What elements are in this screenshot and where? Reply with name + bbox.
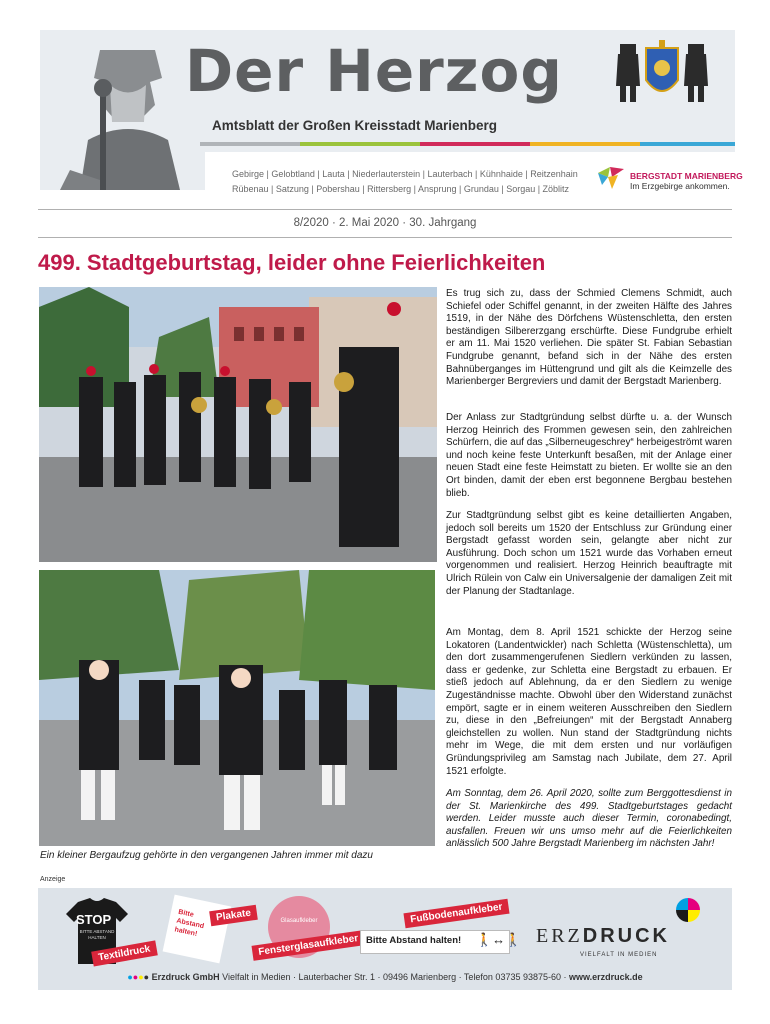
district-list [232, 167, 582, 197]
logo-name: BERGSTADT MARIENBERG [630, 171, 743, 181]
masthead-subtitle: Amtsblatt der Großen Kreisstadt Marienberg [212, 118, 498, 133]
ad-footer: ●●●● Erzdruck GmbH Vielfalt in Medien · Lauterbacher Str. 1 · 09496 Marienberg · Telefon 03735 93875-60 · www.erzdruck.de [127, 972, 643, 982]
fensterglas-badge: Fensterglasaufkleber [252, 930, 366, 961]
paragraph-text: Am Sonntag, dem 26. April 2020, sollte zum Berggottesdienst in der St. Marienkirche des 499. Stadtgeburtstages gedacht werden. Leider musste auch dieser Termin, coronabedingt, ausfallen. Freuen wir uns umso mehr auf die Feierlichkeiten anlässlich 500 Jahre Bergstadt Marienberg im nächsten Jahr! [446, 788, 732, 850]
erzdruck-logo [536, 925, 670, 948]
district-line-2: Rübenau | Satzung | Pobershau | Rittersberg | Ansprung | Grundau | Sorgau | Zöblitz [232, 184, 570, 194]
article-paragraph-5 [446, 788, 732, 851]
footer-address: Vielfalt in Medien · Lauterbacher Str. 1 · 09496 Marienberg · Telefon 03735 93875-60 · [222, 972, 569, 982]
district-line-1: Gebirge | Gelobtland | Lauta | Niederlauterstein | Lauterbach | Kühnhaide | Reitzenhain [232, 169, 578, 179]
article-paragraph-4 [446, 627, 732, 778]
logo-slogan: Im Erzgebirge ankommen. [630, 181, 730, 191]
parade-photo-1 [39, 287, 437, 562]
paragraph-text: Es trug sich zu, dass der Schmied Clemens Schmidt, auch Schiefel oder Schiffel genannt, in der zweiten Hälfte des Jahres 1519, in der Nähe des Dörfchens Wüstenschletta, den ersten beständigen Silbererzgang erschürfte. Diese Fundgrube erhielt er am 11. Mai 1520 verliehen. Die später St. Fabian Sebastian Fundgrube genannt, befand sich in der Nähe des ersten Bahnüberganges im Hüttengrund und gilt als die Keimzelle des Marienberger Bergreviers und damit der Bergstadt Marienberg. [446, 288, 732, 388]
tshirt-subtext: BITTE ABSTAND HALTEN [79, 929, 115, 940]
divider-bottom [38, 237, 732, 238]
parade-photo-2 [39, 570, 435, 846]
article-headline: 499. Stadtgeburtstag, leider ohne Feierlichkeiten [38, 250, 546, 275]
plakate-badge: Plakate [209, 905, 258, 926]
paragraph-text: Am Montag, dem 8. April 1521 schickte der Herzog seine Lokatoren (Landentwickler) nach Schletta (Wüstenschletta), um den dort zusammengerufenen Siedlern verkünden zu lassen, dass er gedenke, zur Schletta eine Bergstadt zu erbauen. Er stieß jedoch auf Ablehnung, da er den Siedlern zu wenige Zugeständnisse machte. Obwohl über den Widerstand zunächst empört, sagte er in einem weiteren Ausschreiben den Siedlern zu, diese in den „Befreiungen“ mit der Bergstadt Annaberg gleichstellen zu wollen. Nun stand der Stadtgründung nichts mehr im Wege, die mit dem ersten und nur vorläufigen Gründungsprivileg am Samstag nach Jubilate, dem 27. April 1521 erfolgte. [446, 627, 732, 777]
distance-people-icon: 🚶↔🚶 [476, 932, 522, 947]
footer-website[interactable]: www.erzdruck.de [569, 972, 643, 982]
brand-bold: DRUCK [582, 925, 670, 947]
footer-company: Erzdruck GmbH [151, 972, 220, 982]
bergstadt-logo-text [630, 171, 743, 191]
city-coat-of-arms-logo [612, 36, 712, 106]
fussboden-badge: Fußbodenaufkleber [403, 899, 509, 928]
erzdruck-color-icon [676, 898, 700, 922]
glass-sticker-text: Glasaufkleber [280, 918, 318, 924]
color-bar-green [300, 142, 420, 146]
article-paragraph-2 [446, 412, 732, 500]
tshirt-stop-text: STOP [76, 912, 112, 927]
erzdruck-tagline: VIELFALT IN MEDIEN [580, 952, 658, 958]
color-bar-red [420, 142, 530, 146]
ad-label: Anzeige [40, 876, 66, 883]
article-paragraph-3 [446, 510, 732, 598]
issue-line: 8/2020 · 2. Mai 2020 · 30. Jahrgang [293, 217, 477, 229]
floor-sticker-text: Bitte Abstand halten! [366, 935, 462, 946]
article-paragraph-1 [446, 288, 732, 389]
poster-sign-text: Bitte Abstand halten! [173, 908, 205, 938]
color-bar-gray [200, 142, 300, 146]
paragraph-text: Zur Stadtgründung selbst gibt es keine detaillierten Angaben, jedoch soll bereits um 1520 der Entschluss zur Gründung einer Bergstadt gefasst worden sein, gelangte aber nicht zur Ausführung. Doch schon um 1521 wurde das Vorhaben erneut vorgenommen und realisiert. Herzog Heinrich beauftragte mit Ulrich Rülein von Calw ein Universalgenie der damaligen Zeit mit der Planung der Stadtanlage. [446, 510, 732, 597]
bergstadt-logo-mark [596, 163, 628, 191]
brand-light: ERZ [536, 925, 583, 947]
masthead-title: Der Herzog [185, 37, 563, 105]
textildruck-badge: Textildruck [91, 941, 157, 967]
color-bar-blue [640, 142, 735, 146]
color-bar-yellow [530, 142, 640, 146]
paragraph-text: Der Anlass zur Stadtgründung selbst dürfte u. a. der Wunsch Herzog Heinrich des Frommen gewesen sein, den zahlreichen Schürfern, die auf das „Silberneugeschrey“ herbeigeströmt waren und noch keine feste Unterkunft besaßen, mit der Anlage einer neuen Stadt eine feste Heimstatt zu bieten. Er wollte sie an den Ort binden, damit der eben erst begonnene Bergbau bestehen blieb. [446, 412, 732, 499]
photo-caption: Ein kleiner Bergaufzug gehörte in den vergangenen Jahren immer mit dazu [40, 850, 373, 861]
duke-statue-image [40, 30, 205, 190]
divider-top [38, 209, 732, 210]
